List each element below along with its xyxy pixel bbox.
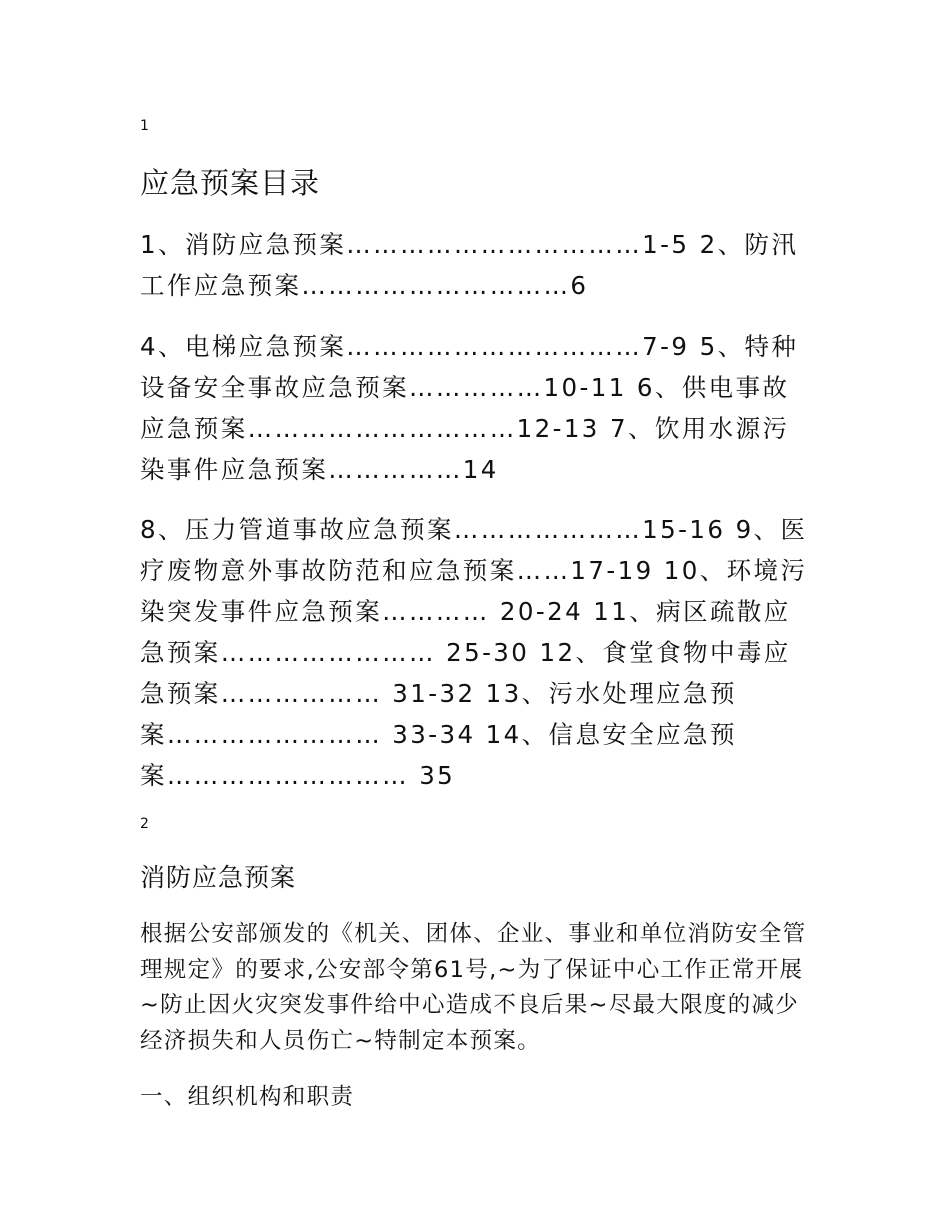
section-title: 消防应急预案: [140, 863, 297, 892]
toc-entry-group-3: 8、压力管道事故应急预案…………………15-16 9、医疗废物意外事故防范和应急预案……17-19 10、环境污染突发事件应急预案………… 20-24 11、病区疏散应急预案…………………… 25-30 12、食堂食物中毒应急预案……………… 31-32 13、污水处理应急预案…………………… 33-34 14、信息安全应急预案……………………… 35: [140, 515, 808, 790]
page-number-1: 1: [140, 118, 149, 134]
toc-entry-group-1: 1、消防应急预案……………………………1-5 2、防汛工作应急预案…………………………6: [140, 230, 799, 300]
page-number-2: 2: [140, 816, 149, 832]
toc-entry-group-2: 4、电梯应急预案……………………………7-9 5、特种设备安全事故应急预案……………10-11 6、供电事故应急预案…………………………12-13 7、饮用水源污染事件应急预案……………14: [140, 332, 799, 484]
intro-paragraph: 根据公安部颁发的《机关、团体、企业、事业和单位消防安全管理规定》的要求,公安部令第61号,~为了保证中心工作正常开展~防止因火灾突发事件给中心造成不良后果~尽最大限度的减少经济损失和人员伤亡~特制定本预案。: [140, 921, 807, 1054]
subheading: 一、组织机构和职责: [140, 1084, 355, 1110]
toc-title: 应急预案目录: [140, 166, 321, 200]
